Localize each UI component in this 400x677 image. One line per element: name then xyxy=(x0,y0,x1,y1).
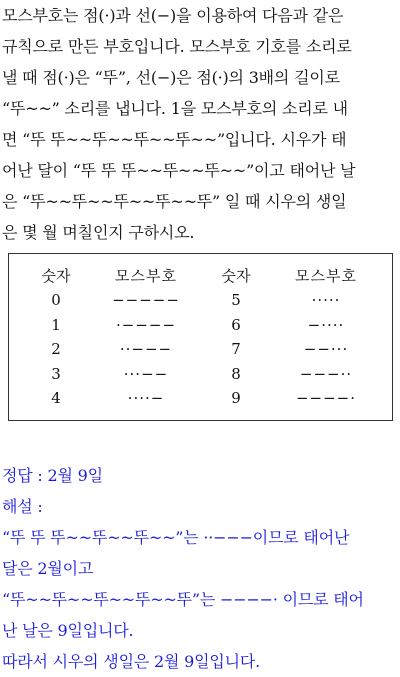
explanation-label: 해설 : xyxy=(2,497,43,516)
morse-code-table-box xyxy=(8,253,393,421)
table-row xyxy=(21,313,381,338)
digit-cell: 9 xyxy=(231,389,241,408)
problem-text xyxy=(2,0,398,248)
table-header-row xyxy=(21,262,381,288)
explanation-line: 난 날은 9일입니다. xyxy=(2,621,134,640)
morse-cell: −−−·· xyxy=(299,364,353,383)
header-digit: 숫자 xyxy=(41,266,71,285)
digit-cell: 7 xyxy=(231,340,241,359)
morse-cell: ····− xyxy=(127,389,165,408)
table-row xyxy=(21,386,381,411)
morse-cell: ····· xyxy=(311,291,341,310)
problem-line: 면 “뚜 뚜~~뚜~~뚜~~뚜~~”입니다. 시우가 태 xyxy=(2,130,347,149)
table-row xyxy=(21,288,381,313)
digit-cell: 5 xyxy=(231,291,241,310)
header-digit: 숫자 xyxy=(221,266,251,285)
digit-cell: 3 xyxy=(51,364,61,383)
answer-line: 정답 : 2월 9일 xyxy=(2,466,103,485)
problem-line: 규칙으로 만든 부호입니다. 모스부호 기호를 소리로 xyxy=(2,37,352,56)
explanation-line: “뚜~~뚜~~뚜~~뚜~~뚜”는 −−−−· 이므로 태어 xyxy=(2,590,364,609)
explanation-line: 달은 2월이고 xyxy=(2,559,94,578)
problem-line: “뚜~~” 소리를 냅니다. 1을 모스부호의 소리로 내 xyxy=(2,99,348,118)
digit-cell: 8 xyxy=(231,364,241,383)
header-morse: 모스부호 xyxy=(295,266,357,285)
explanation-line: 따라서 시우의 생일은 2월 9일입니다. xyxy=(2,652,260,671)
digit-cell: 2 xyxy=(51,340,61,359)
problem-line: 은 몇 월 며칠인지 구하시오. xyxy=(2,223,195,242)
problem-line: 어난 달이 “뚜 뚜 뚜~~뚜~~뚜~~”이고 태어난 날 xyxy=(2,161,356,180)
morse-cell: −−−−− xyxy=(112,291,180,310)
morse-cell: −−−−· xyxy=(295,389,357,408)
morse-code-table xyxy=(21,262,381,411)
problem-line: 모스부호는 점(·)과 선(−)을 이용하여 다음과 같은 xyxy=(2,6,344,25)
morse-cell: ·−−−− xyxy=(115,315,177,334)
problem-line: 은 “뚜~~뚜~~뚜~~뚜~~뚜” 일 때 시우의 생일 xyxy=(2,192,347,211)
morse-cell: −···· xyxy=(307,315,345,334)
morse-cell: ··−−− xyxy=(119,340,173,359)
header-morse: 모스부호 xyxy=(115,266,177,285)
digit-cell: 6 xyxy=(231,315,241,334)
digit-cell: 1 xyxy=(51,315,61,334)
digit-cell: 4 xyxy=(51,389,61,408)
morse-cell: −−··· xyxy=(303,340,349,359)
table-row xyxy=(21,337,381,362)
table-row xyxy=(21,362,381,387)
problem-line: 낼 때 점(·)은 “뚜”, 선(−)은 점(·)의 3배의 길이로 xyxy=(2,68,340,87)
morse-cell: ···−− xyxy=(123,364,169,383)
explanation-line: “뚜 뚜 뚜~~뚜~~뚜~~”는 ··−−−이므로 태어난 xyxy=(2,528,350,547)
answer-explanation xyxy=(2,460,398,677)
digit-cell: 0 xyxy=(51,291,61,310)
